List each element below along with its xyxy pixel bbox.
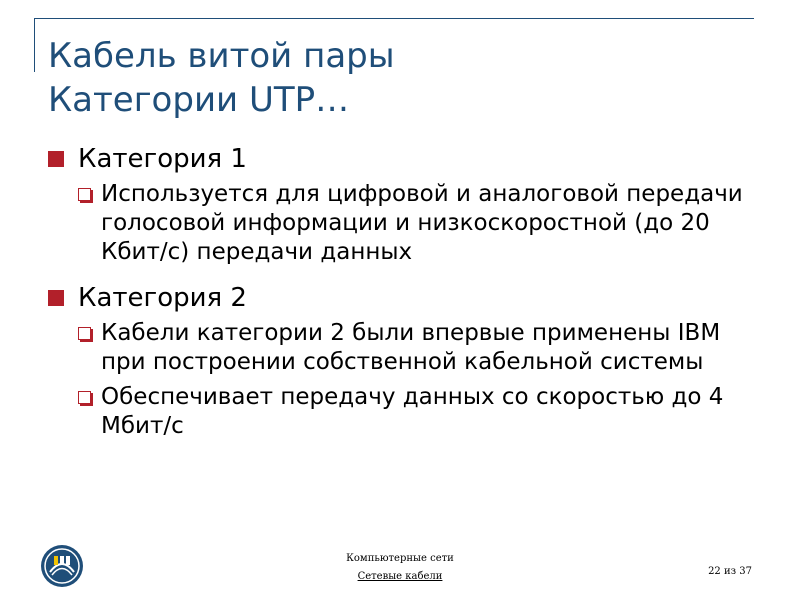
- sub-bullet-item: [78, 383, 768, 441]
- footer-course: Компьютерные сети: [346, 553, 454, 564]
- sub-bullet-item: [78, 319, 768, 377]
- sub-bullet-item: [78, 180, 768, 267]
- hollow-square-bullet-icon: [78, 391, 91, 404]
- bullet-label: Категория 1: [78, 144, 247, 174]
- frame-left-line: [34, 18, 35, 72]
- frame-top-line: [34, 18, 754, 19]
- title-line-2: Категории UTP…: [48, 80, 350, 120]
- square-bullet-icon: [48, 290, 64, 306]
- sub-bullet-text: Кабели категории 2 были впервые применены IBM при построении собственной кабельной системы: [101, 320, 721, 375]
- sub-bullet-text: Используется для цифровой и аналоговой передачи голосовой информации и низкоскоростной (до 20 Кбит/с) передачи данных: [101, 181, 743, 265]
- bullet-label: Категория 2: [78, 283, 247, 313]
- bullet-item: [48, 142, 768, 176]
- sub-bullet-text: Обеспечивает передачу данных со скоростью до 4 Мбит/с: [101, 384, 724, 439]
- title-line-1: Кабель витой пары: [48, 36, 395, 76]
- footer-section: Сетевые кабели: [357, 571, 443, 582]
- square-bullet-icon: [48, 151, 64, 167]
- university-logo-icon: [40, 544, 84, 588]
- footer: [300, 550, 500, 586]
- slide-title: [48, 34, 748, 122]
- hollow-square-bullet-icon: [78, 327, 91, 340]
- slide-content: [48, 142, 768, 447]
- bullet-item: [48, 281, 768, 315]
- hollow-square-bullet-icon: [78, 188, 91, 201]
- page-number: 22 из 37: [708, 566, 752, 577]
